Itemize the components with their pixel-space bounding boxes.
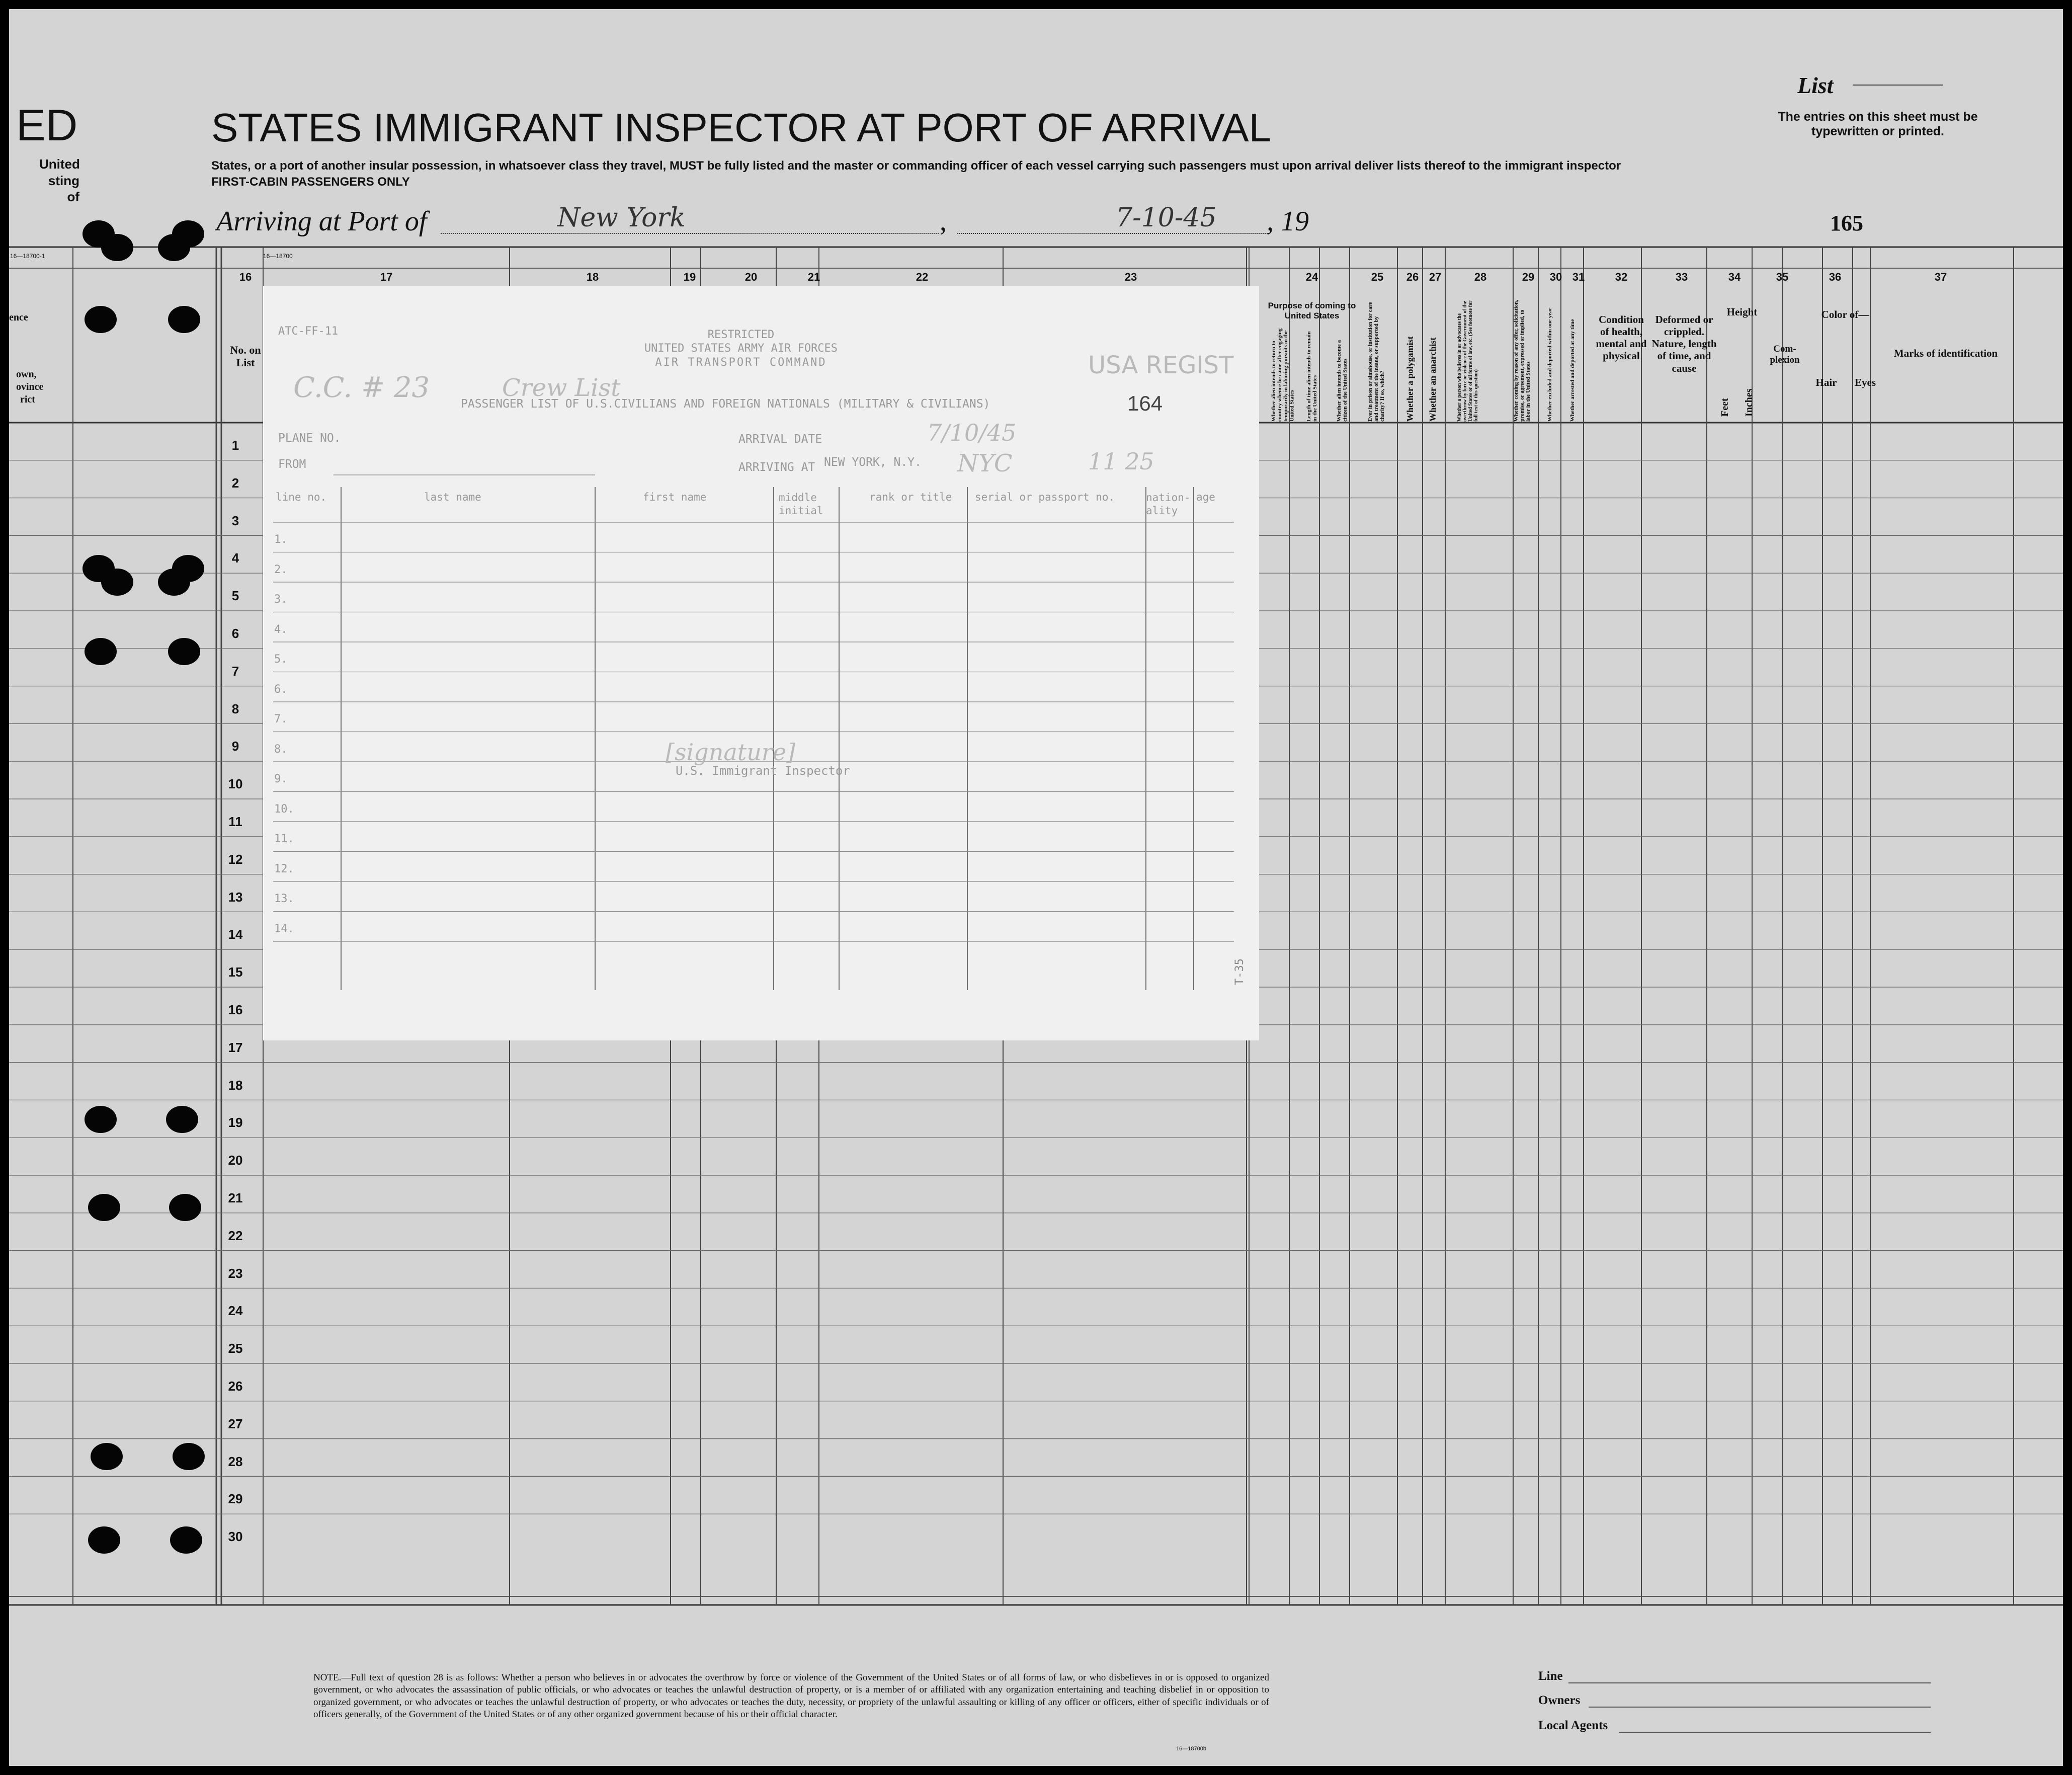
color-of-header: Color of— [1821, 308, 1869, 320]
stamp-number: 164 [1127, 391, 1163, 415]
agents-field [1619, 1732, 1931, 1733]
typewritten-notice: The entries on this sheet must be typewritten or printed. [1778, 110, 1978, 138]
list-number-line [1853, 85, 1943, 86]
row-number: 14 [228, 927, 243, 942]
page-number: 165 [1830, 211, 1863, 235]
col-number: 26 [1406, 271, 1419, 283]
q33-header: Deformed or crippled. Nature, length of time, and cause [1651, 313, 1717, 374]
row-number: 25 [228, 1341, 243, 1356]
punch-hole [101, 569, 133, 596]
punch-hole [170, 1526, 202, 1554]
q25-header: Ever in prison or almshouse, or institution for care and treatment of the insane, or supported by charity? If so, which? [1367, 302, 1386, 422]
col-number: 34 [1728, 271, 1741, 283]
row-number: 22 [228, 1228, 243, 1243]
col-number: 18 [586, 271, 599, 283]
insert-line-number: 7. [274, 713, 288, 725]
col-number: 31 [1572, 271, 1585, 283]
arriving-date: 7-10-45 [1116, 203, 1217, 233]
form-title: STATES IMMIGRANT INSPECTOR AT PORT OF ARRIVAL [211, 105, 1272, 150]
row-number: 11 [228, 814, 242, 829]
punch-hole [168, 638, 200, 665]
punch-hole [158, 569, 190, 596]
marks-header: Marks of identification [1893, 347, 1998, 359]
punch-hole [88, 1194, 120, 1221]
form-code-left: 16—18700-1 [10, 253, 45, 260]
row-number: 13 [228, 889, 243, 905]
eyes-header: Eyes [1855, 376, 1876, 388]
q28-header: Whether a person who believes in or advocates the overthrow by force or violence of the Government of the United States or of all forms of law, etc. (See footnote for full text of this question) [1457, 300, 1479, 422]
row-number: 23 [228, 1265, 243, 1281]
q26-header: Whether a polygamist [1405, 336, 1415, 422]
atc-passenger-list [263, 286, 1259, 1040]
purpose-header: Purpose of coming to United States [1268, 301, 1356, 320]
punch-hole [166, 1106, 198, 1133]
col-number: 25 [1371, 271, 1384, 283]
col-number: 37 [1934, 271, 1947, 283]
arriving-at-label: ARRIVING AT [738, 461, 815, 474]
insert-line-number: 4. [274, 623, 288, 636]
handwritten-usa: USA REGIST [1088, 351, 1234, 379]
col-number: 35 [1776, 271, 1789, 283]
q24b-header: Length of time alien intends to remain in the United States [1306, 331, 1318, 422]
col-number: 36 [1829, 271, 1842, 283]
insert-line-number: 5. [274, 653, 288, 666]
col-number: 28 [1474, 271, 1487, 283]
punch-hole [85, 306, 117, 333]
row-number: 9 [231, 739, 239, 754]
height-header: Height [1726, 306, 1758, 318]
row-number: 26 [228, 1379, 243, 1394]
insert-line-number: 10. [274, 802, 294, 816]
row-number: 19 [228, 1115, 243, 1131]
row-number: 18 [228, 1077, 243, 1093]
form-code-mid: 16—18700 [263, 253, 293, 260]
footer-form-code: 16—18700b [1176, 1746, 1206, 1752]
arriving-port: New York [557, 203, 686, 233]
col-number: 32 [1615, 271, 1628, 283]
col-number: 21 [807, 271, 820, 283]
arriving-at-value: NEW YORK, N.Y. [824, 456, 922, 469]
insert-line-number: 14. [274, 922, 294, 935]
insert-line-number: 2. [274, 563, 288, 576]
row-number: 10 [228, 776, 243, 792]
row-number: 8 [231, 701, 239, 716]
row-number: 3 [231, 513, 239, 528]
inspector-signature: [signature] [666, 739, 796, 766]
row-number: 7 [231, 663, 239, 679]
left-strip-label: ovince [16, 381, 44, 392]
col-number: 29 [1522, 271, 1535, 283]
punch-hole [168, 306, 200, 333]
col-number: 22 [916, 271, 929, 283]
org-line-2: AIR TRANSPORT COMMAND [655, 356, 827, 369]
owners-label: Owners [1538, 1693, 1581, 1707]
plane-label: PLANE NO. [278, 432, 341, 445]
row-number: 28 [228, 1454, 243, 1469]
form-subtitle-2: FIRST-CABIN PASSENGERS ONLY [211, 175, 410, 189]
insert-line-number: 8. [274, 743, 288, 756]
insert-line-number: 11. [274, 833, 294, 845]
punch-hole [169, 1194, 201, 1221]
q30-header: Whether excluded and deported within one year [1547, 307, 1553, 422]
restricted-label: RESTRICTED [707, 329, 775, 341]
insert-line-number: 1. [274, 533, 288, 546]
date-line [957, 233, 1269, 234]
col-number: 20 [744, 271, 758, 283]
arrival-date-label: ARRIVAL DATE [738, 433, 822, 446]
row-number: 24 [228, 1303, 243, 1319]
title-fragment: ED [16, 100, 78, 150]
insert-line-number: 12. [274, 862, 294, 875]
no-on-list-header: No. on List [230, 344, 261, 369]
manifest-sheet [9, 9, 2063, 1766]
insert-line-number: 6. [274, 683, 288, 696]
left-strip-label: rict [20, 394, 35, 405]
feet-header: Feet [1719, 398, 1730, 417]
list-label: List [1797, 72, 1834, 98]
arrival-time: 11 25 [1088, 448, 1154, 475]
col-number: 24 [1305, 271, 1318, 283]
punch-hole [173, 1443, 205, 1470]
insert-corner-code: ATC-FF-11 [278, 325, 339, 338]
row-number: 17 [228, 1039, 243, 1055]
complexion-header: Com-plexion [1770, 344, 1800, 365]
col-first-name: first name [643, 491, 707, 503]
row-number: 21 [228, 1190, 243, 1205]
col-nationality: nation-ality [1146, 492, 1191, 517]
line-field [1568, 1682, 1931, 1683]
col-serial: serial or passport no. [975, 491, 1115, 503]
col-age: age [1196, 491, 1215, 503]
row-number: 6 [231, 626, 239, 641]
form-subtitle: States, or a port of another insular possession, in whatsoever class they travel, MUST be fully listed and the master or commanding officer of each vessel carrying such passengers must upon arrival deliver lists thereof to the immigrant inspector [211, 159, 1621, 173]
left-margin-text [39, 156, 79, 205]
inspector-title: U.S. Immigrant Inspector [676, 764, 850, 778]
q24a-header: Whether alien intends to return to country whence he came after engaging temporarily in laboring pursuits in the United States [1271, 328, 1295, 422]
col-line-no: line no. [276, 491, 327, 503]
punch-hole [88, 1526, 120, 1554]
col-number: 30 [1549, 271, 1562, 283]
line-label: Line [1538, 1669, 1563, 1683]
row-number: 27 [228, 1416, 243, 1431]
q24c-header: Whether alien intends to become a citizen of the United States [1336, 340, 1349, 422]
punch-hole [85, 638, 117, 665]
handwritten-cc: C.C. # 23 [293, 371, 430, 404]
row-number: 20 [228, 1153, 243, 1168]
q29-header: Whether coming by reason of any offer, solicitation, promise, or agreement, expressed or implied, to labor in the United States [1513, 299, 1532, 422]
left-margin-line: sting of [48, 173, 79, 204]
row-number: 30 [228, 1529, 243, 1545]
handwritten-crew-list: Crew List [502, 374, 621, 402]
port-line [441, 233, 939, 234]
agents-label: Local Agents [1538, 1719, 1608, 1732]
insert-list-title: PASSENGER LIST OF U.S.CIVILIANS AND FOREIGN NATIONALS (MILITARY & CIVILIANS) [461, 397, 990, 411]
col-rank: rank or title [869, 491, 952, 503]
hair-header: Hair [1815, 376, 1837, 388]
inches-header: Inches [1744, 388, 1755, 417]
col-last-name: last name [424, 491, 481, 503]
col-number: 17 [380, 271, 393, 283]
col-number: 16 [239, 271, 252, 283]
owners-field [1589, 1707, 1931, 1708]
org-line-1: UNITED STATES ARMY AIR FORCES [644, 342, 838, 355]
q31-header: Whether arrested and deported at any time [1569, 319, 1576, 422]
left-strip-label: own, [16, 369, 37, 380]
year-label: , 19 [1267, 206, 1309, 237]
arriving-hand: NYC [957, 449, 1013, 477]
col-middle-initial: middle initial [779, 492, 823, 517]
row-number: 15 [228, 964, 243, 980]
arriving-label: Arriving at Port of [216, 206, 427, 237]
col-number: 27 [1429, 271, 1442, 283]
row-number: 29 [228, 1491, 243, 1507]
insert-margin-code: T-35 [1233, 958, 1246, 985]
col-number: 33 [1675, 271, 1688, 283]
insert-line-number: 13. [274, 893, 294, 905]
insert-line-number: 3. [274, 593, 288, 606]
left-strip-label: ence [9, 312, 28, 323]
left-margin-line: United [39, 156, 80, 172]
comma: , [940, 206, 947, 237]
q32-header: Condition of health, mental and physical [1596, 313, 1647, 362]
row-number: 1 [231, 438, 239, 453]
row-number: 12 [228, 851, 243, 867]
row-number: 4 [231, 550, 239, 566]
row-number: 5 [231, 588, 239, 604]
col-number: 23 [1124, 271, 1137, 283]
q27-header: Whether an anarchist [1428, 337, 1438, 422]
row-number: 16 [228, 1002, 243, 1017]
from-line [334, 474, 595, 475]
col-number: 19 [683, 271, 696, 283]
punch-hole [91, 1443, 123, 1470]
from-label: FROM [278, 458, 306, 471]
punch-hole [85, 1106, 117, 1133]
insert-line-number: 9. [274, 773, 288, 785]
punch-hole [101, 234, 133, 261]
arrival-date-value: 7/10/45 [927, 419, 1017, 446]
footnote-q28: NOTE.—Full text of question 28 is as follows: Whether a person who believes in or advocates the overthrow by force or violence of the Government of the United States or of all forms of law, or who disbelieves in or is opposed to organized government, or who advocates the assassination of public officials, or who advocates or teaches the unlawful destruction of property, or is a member of or affiliated with any organization entertaining and teaching disbelief in or opposition to organized government, or who advocates or teaches the unlawful destruction of property, or who advocates or teaches the duty, necessity, or propriety of the unlawful assaulting or killing of any officer or officers, either of specific individuals or of officers generally, of the Government of the United States or of any other organized government because of his or their official character. [313, 1672, 1269, 1720]
row-number: 2 [231, 475, 239, 491]
punch-hole [158, 234, 190, 261]
